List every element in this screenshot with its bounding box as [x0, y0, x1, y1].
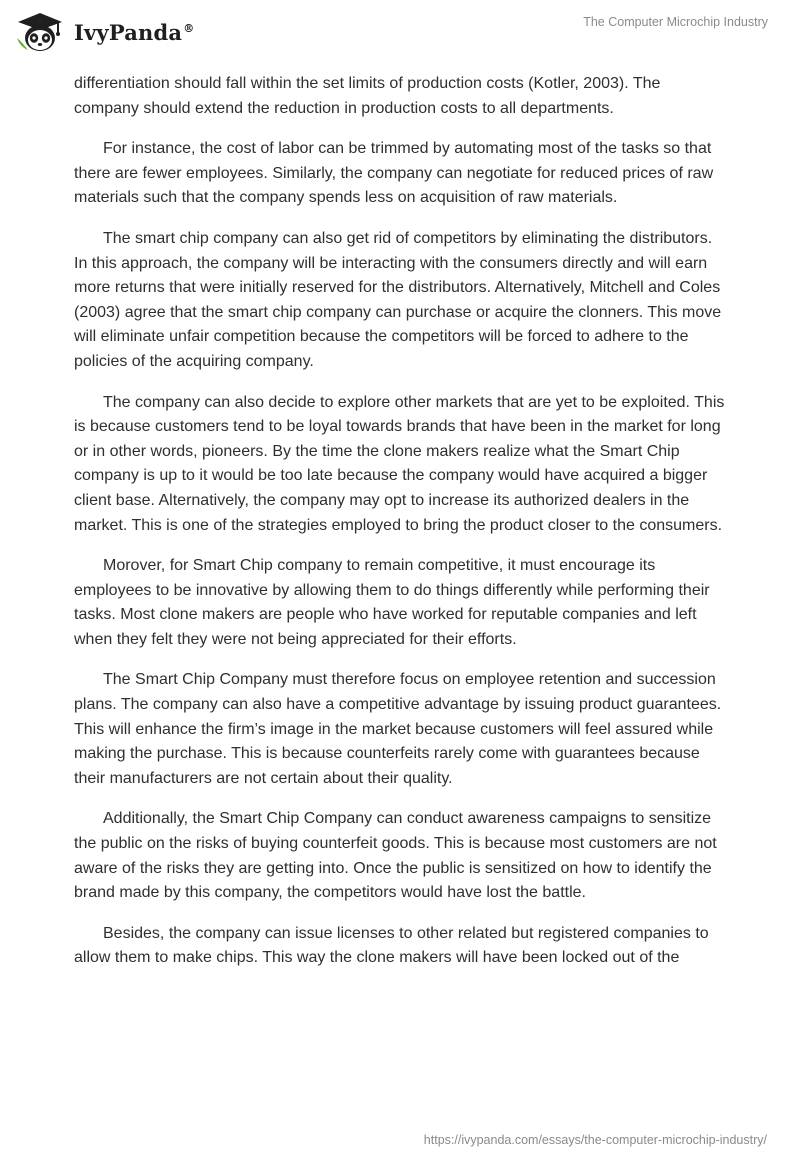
essay-body — [74, 72, 726, 987]
paragraph: The Smart Chip Company must therefore focus on employee retention and succession plans. The company can also have a competitive advantage by issuing product guarantees. This will enhance the firm’s image in the market because customers will feel assured while making the purchase. This is because counterfeits rarely come with guarantees because their manufacturers are not certain about their quality. — [74, 671, 722, 787]
ivypanda-logo[interactable] — [14, 10, 194, 54]
panda-graduate-logo-icon — [14, 10, 66, 54]
brand-text: IvyPanda — [74, 19, 183, 45]
paragraph: Additionally, the Smart Chip Company can conduct awareness campaigns to sensitize the public on the risks of buying counterfeit goods. This is because most customers are not aware of the risks they are getting into. Once the public is sensitized on how to identify the brand made by this company, the competitors would have lost the battle. — [74, 810, 717, 902]
paragraph: Besides, the company can issue licenses to other related but registered companies to allow them to make chips. This way the clone makers will have been locked out of the — [74, 924, 709, 967]
registered-mark: ® — [183, 21, 195, 35]
footer-source-url[interactable]: https://ivypanda.com/essays/the-computer-microchip-industry/ — [423, 1133, 767, 1147]
paragraph: The smart chip company can also get rid of competitors by eliminating the distributors. In this approach, the company will be interacting with the consumers directly and will earn more returns that were initially reserved for the distributors. Alternatively, Mitchell and Coles (2003) agree that the smart chip company can purchase or acquire the clonners. This move will eliminate unfair competition because the competitors will be forced to adhere to the policies of the acquiring company. — [74, 229, 722, 370]
paragraph: For instance, the cost of labor can be trimmed by automating most of the tasks so that there are fewer employees. Similarly, the company can negotiate for reduced prices of raw materials such that the company spends less on acquisition of raw materials. — [74, 140, 714, 207]
paragraph: differentiation should fall within the set limits of production costs (Kotler, 2003). The company should extend the reduction in production costs to all departments. — [74, 75, 661, 117]
paragraph: Morover, for Smart Chip company to remain competitive, it must encourage its employees to be innovative by allowing them to do things differently while performing their tasks. Most clone makers are people who have worked for reputable companies and left when they felt they were not being appreciated for their efforts. — [74, 557, 710, 648]
brand-name — [74, 20, 194, 45]
document-title: The Computer Microchip Industry — [583, 15, 768, 29]
page-header — [0, 0, 800, 70]
paragraph: The company can also decide to explore other markets that are yet to be exploited. This is because customers tend to be loyal towards brands that have been in the market for long or in other words, pioneers. By the time the clone makers realize what the Smart Chip company is up to it would be too late because the company would have acquired a bigger client base. Alternatively, the company may opt to increase its authorized dealers in the market. This is one of the strategies employed to bring the product closer to the consumers. — [74, 393, 725, 534]
